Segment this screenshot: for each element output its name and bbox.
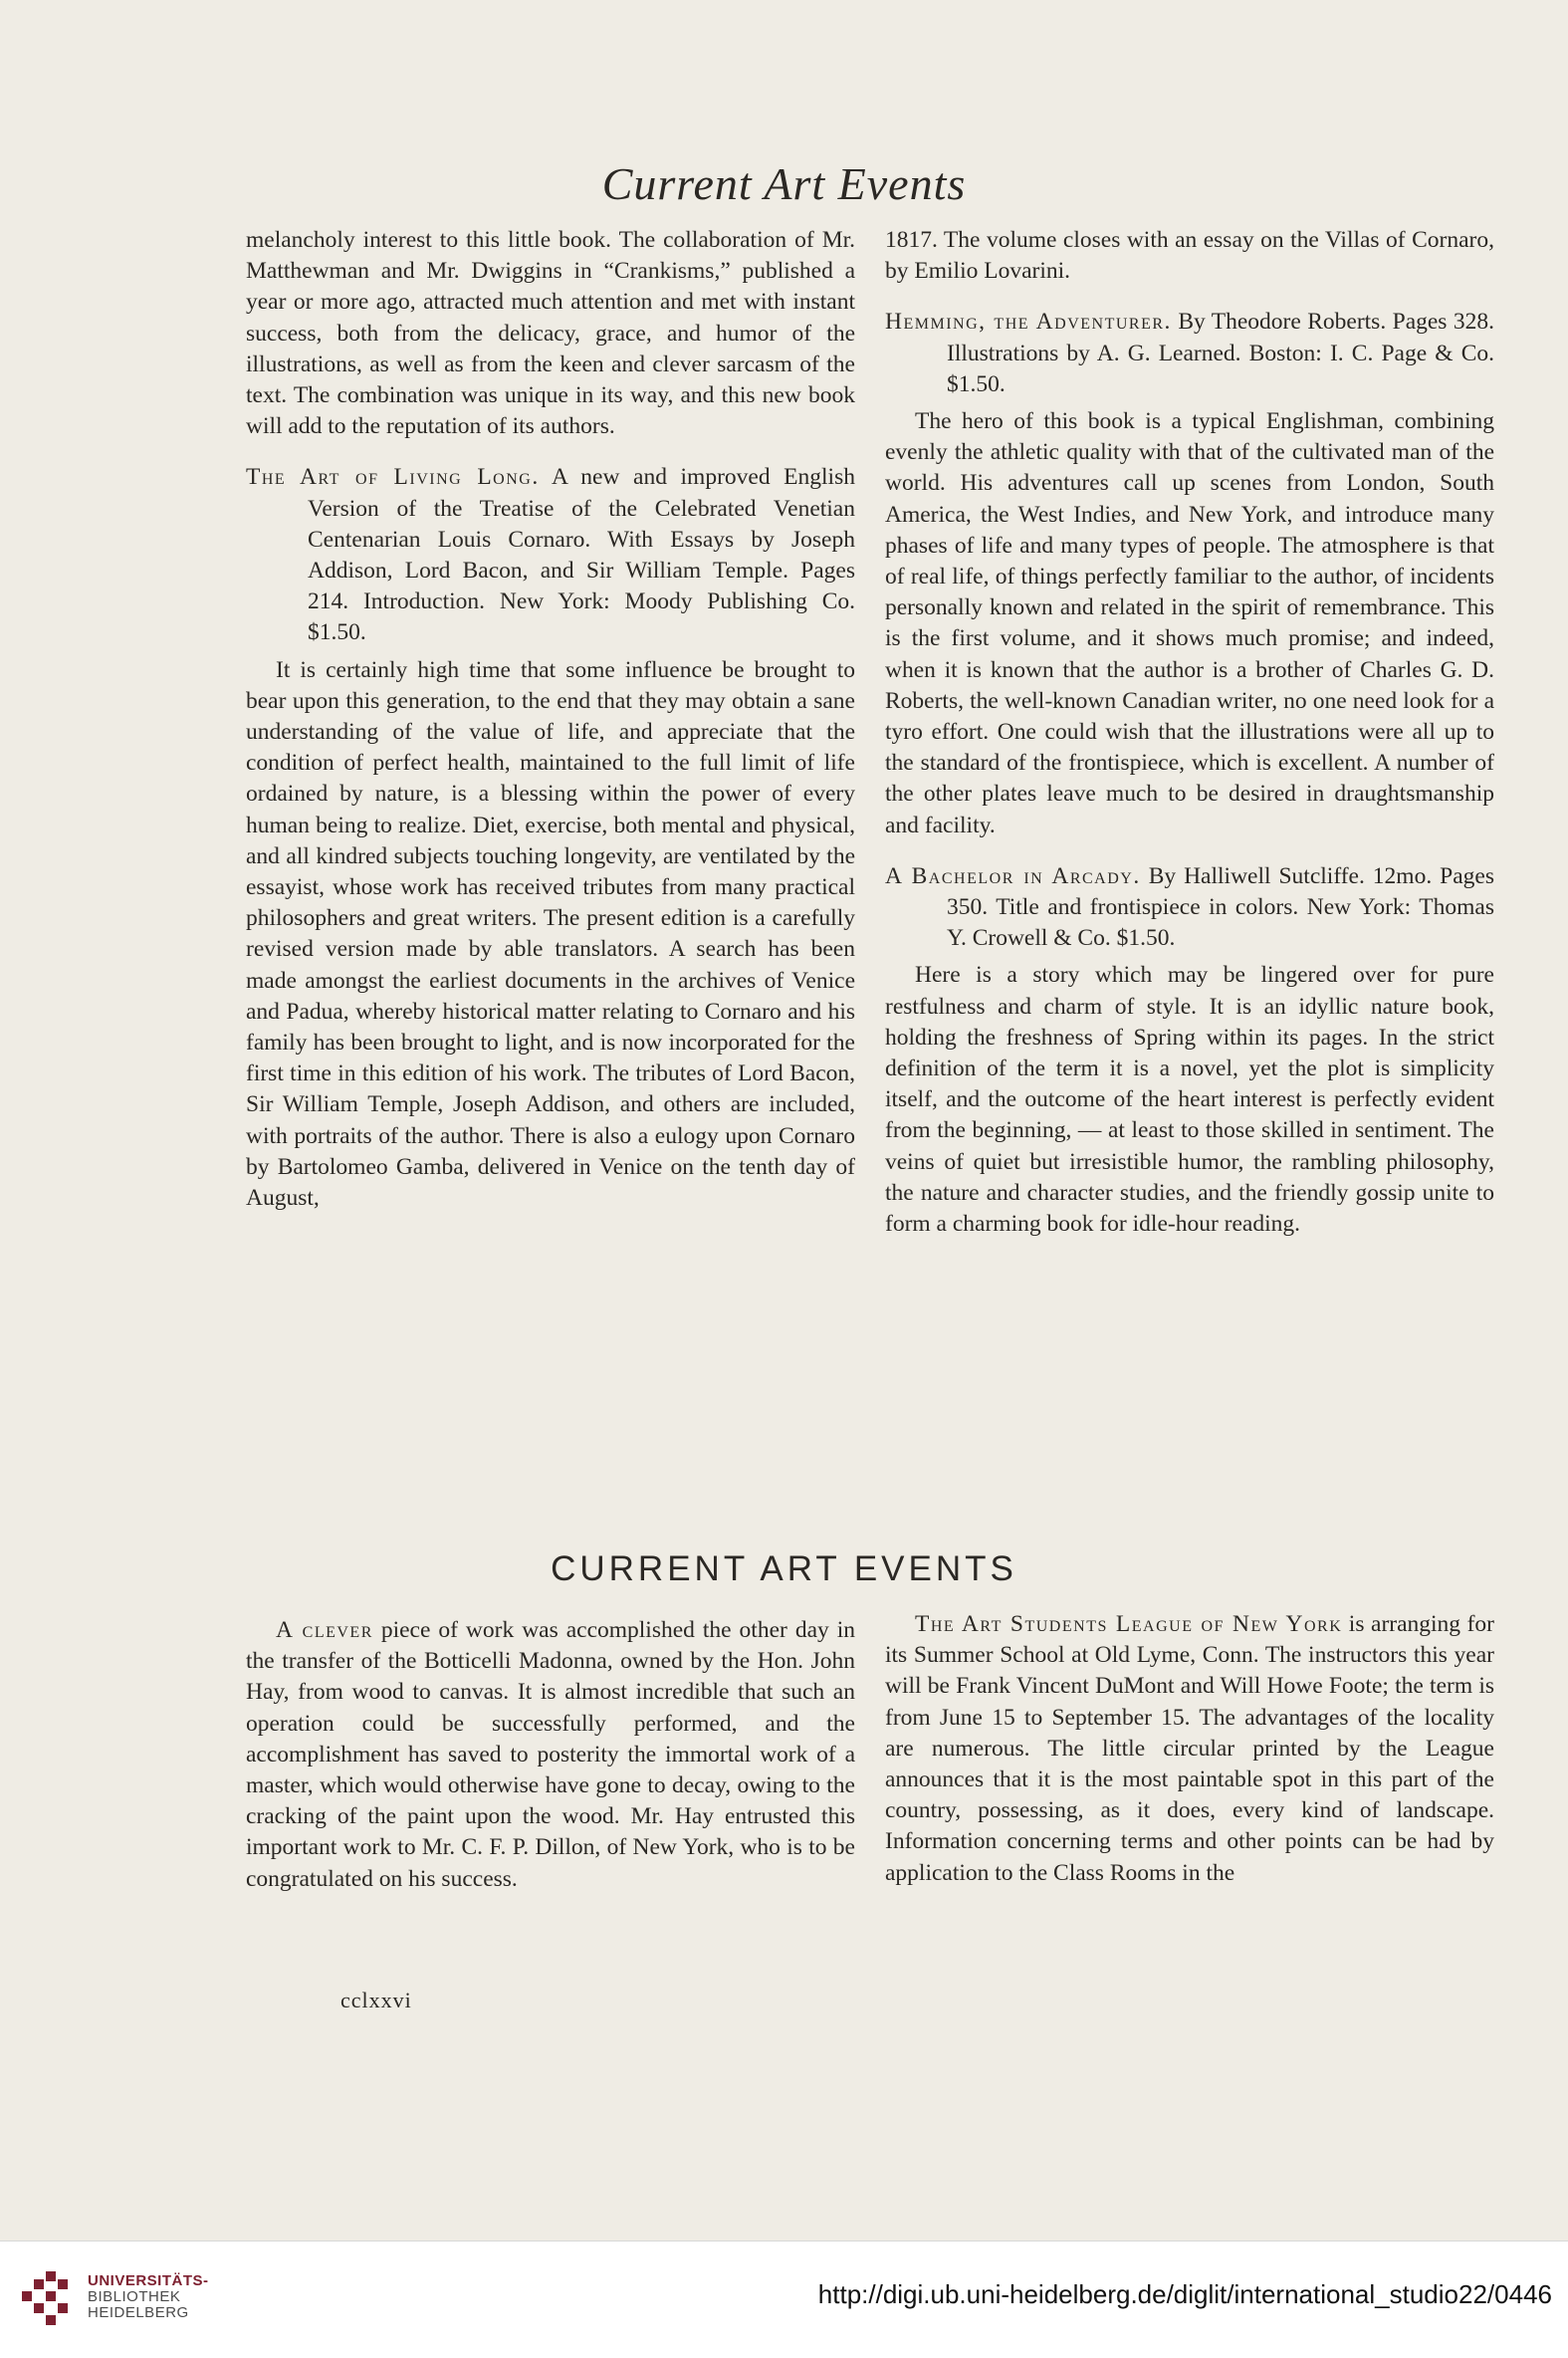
column-top-left bbox=[246, 225, 855, 1214]
entry-heading: A Bachelor in Arcady. bbox=[885, 862, 1141, 889]
entry-heading: Hemming, the Adventurer. bbox=[885, 309, 1172, 336]
library-logo-text bbox=[88, 2273, 209, 2321]
column-bottom-left bbox=[246, 1615, 855, 1895]
book-entry bbox=[885, 307, 1494, 400]
permalink-url[interactable]: http://digi.ub.uni-heidelberg.de/diglit/international_studio22/0446 bbox=[817, 2279, 1552, 2309]
book-entry bbox=[246, 462, 855, 648]
review-paragraph bbox=[246, 655, 855, 1215]
page-folio: cclxxvi bbox=[340, 1988, 412, 2012]
entry-heading: A clever bbox=[276, 1617, 373, 1643]
entry-heading: The Art Students League of New York bbox=[915, 1611, 1343, 1637]
entry-text: By Theodore Roberts. Pages 328. Illustrations by A. G. Learned. Boston: I. C. Page & Co. $1.50. bbox=[947, 309, 1494, 397]
continued-paragraph bbox=[885, 225, 1494, 287]
continued-paragraph bbox=[246, 225, 855, 442]
entry-text: It is certainly high time that some influence be brought to bear upon this generation, to the end that they may obtain a sane understanding of the value of life, and appreciate that the condition of perfect health, maintained to the full limit of life ordained by nature, is a blessing within the power of every human being to realize. Diet, exercise, both mental and physical, and all kindred subjects touching longevity, are ventilated by the essayist, whose work has received tributes from many practical philosophers and great writers. The present edition is a carefully revised version made by able translators. A search has been made amongst the earliest documents in the archives of Venice and Padua, whereby historical matter relating to Cornaro and his family has been brought to light, and is now incorporated for the first time in this edition of his work. The tributes of Lord Bacon, Sir William Temple, Joseph Addison, and others are included, with portraits of the author. There is also a eulogy upon Cornaro by Bartolomeo Gamba, delivered in Venice on the tenth day of August, bbox=[246, 656, 855, 1212]
entry-text: A new and improved English Version of the Treatise of the Celebrated Venetian Centenarian Louis Cornaro. With Essays by Joseph Addison, Lord Bacon, and Sir William Temple. Pages 214. Introduction. New York: Moody Publishing Co. $1.50. bbox=[308, 464, 855, 646]
entry-heading: The Art of Living Long. bbox=[246, 464, 540, 491]
entry-text: Here is a story which may be lingered over for pure restfulness and charm of style. It is an idyllic nature book, holding the freshness of Spring within its pages. In the strict definition of the term it is a novel, yet the plot is simplicity itself, and the outcome of the heart interest is perfectly evident from the beginning, — at least to those skilled in sentiment. The veins of quiet but irresistible humor, the rambling philosophy, the nature and character studies, and the friendly gossip unite to form a charming book for idle-hour reading. bbox=[885, 962, 1494, 1238]
news-item bbox=[885, 1609, 1494, 1889]
review-paragraph bbox=[885, 960, 1494, 1240]
logo-line-2: BIBLIOTHEK bbox=[88, 2288, 181, 2305]
entry-text: melancholy interest to this little book. The collaboration of Mr. Matthewman and Mr. Dwiggins in “Crankisms,” published a year or more ago, attracted much attention and met with instant success, both from the delicacy, grace, and humor of the illustrations, as well as from the keen and clever sarcasm of the text. The combination was unique in its way, and this new book will add to the reputation of its authors. bbox=[246, 227, 855, 440]
column-bottom-right bbox=[885, 1609, 1494, 1889]
entry-text: is arranging for its Summer School at Old Lyme, Conn. The instructors this year will be Frank Vincent DuMont and Will Howe Foote; the term is from June 15 to September 15. The advantages of the locality are numerous. The little circular printed by the League announces that it is the most paintable spot in this part of the country, possessing, as it does, every kind of landscape. Information concerning terms and other points can be had by application to the Class Rooms in the bbox=[885, 1611, 1494, 1886]
column-top-right bbox=[885, 225, 1494, 1240]
entry-text: By Halliwell Sutcliffe. 12mo. Pages 350. Title and frontispiece in colors. New York: Thomas Y. Crowell & Co. $1.50. bbox=[947, 862, 1495, 952]
entry-text: The hero of this book is a typical Englishman, combining evenly the athletic quality with that of the cultivated man of the world. His adventures call up scenes from London, South America, the West Indies, and New York, and introduce many phases of life and many types of people. The atmosphere is that of real life, of things perfectly familiar to the author, of incidents personally known and related in the spirit of remembrance. This is the first volume, and it shows much promise; and indeed, when it is known that the author is a brother of Charles G. D. Roberts, the well-known Canadian writer, no one need look for a tyro effort. One could wish that the illustrations were all up to the standard of the frontispiece, which is excellent. A number of the other plates leave much to be desired in draughtsmanship and facility. bbox=[885, 408, 1494, 838]
news-item bbox=[246, 1615, 855, 1895]
entry-text: piece of work was accomplished the other day in the transfer of the Botticelli Madonna, owned by the Hon. John Hay, from wood to canvas. It is almost incredible that such an operation could be successfully performed, and the accomplishment has saved to posterity the immortal work of a master, which would otherwise have gone to decay, owing to the cracking of the paint upon the wood. Mr. Hay entrusted this important work to Mr. C. F. P. Dillon, of New York, who is to be congratulated on his success. bbox=[246, 1617, 855, 1892]
logo-line-1: UNIVERSITÄTS- bbox=[88, 2272, 209, 2289]
viewer-footer bbox=[0, 2240, 1568, 2358]
library-logo-icon bbox=[22, 2271, 78, 2327]
book-entry bbox=[885, 861, 1494, 955]
logo-line-3: HEIDELBERG bbox=[88, 2304, 189, 2321]
section-title: CURRENT ART EVENTS bbox=[551, 1549, 1017, 1588]
entry-text: 1817. The volume closes with an essay on the Villas of Cornaro, by Emilio Lovarini. bbox=[885, 227, 1494, 285]
running-head: Current Art Events bbox=[601, 158, 967, 209]
review-paragraph bbox=[885, 406, 1494, 841]
